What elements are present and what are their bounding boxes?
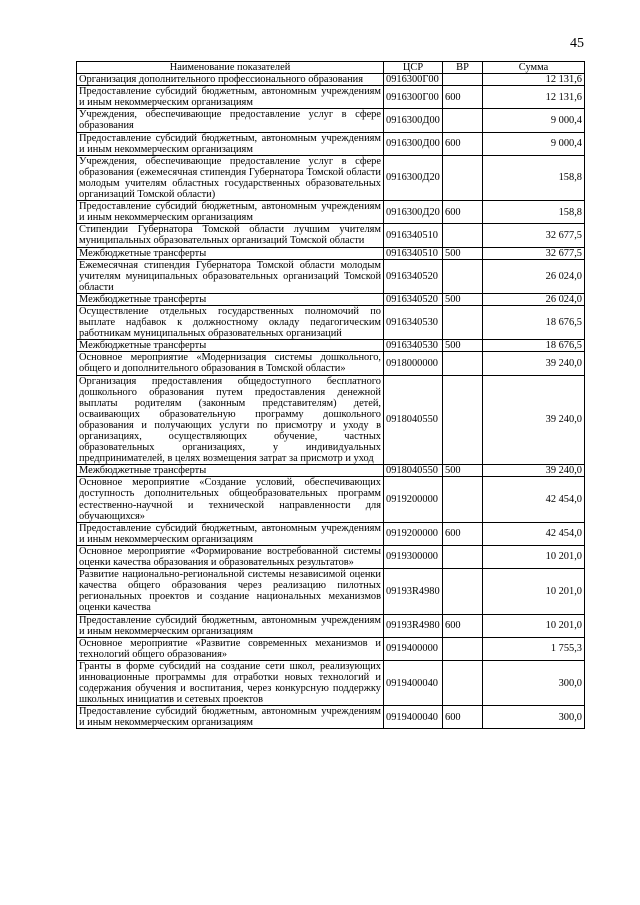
- cell-vr: 600: [443, 706, 483, 729]
- table-row: [77, 224, 585, 247]
- cell-name: Основное мероприятие «Формирование востребованной системы оценки качества образования и образовательных результатов»: [77, 545, 384, 568]
- cell-name: Межбюджетные трансферты: [77, 340, 384, 352]
- cell-vr: [443, 637, 483, 660]
- table-header-row: [77, 62, 585, 74]
- cell-csr: 0919400040: [384, 660, 443, 705]
- cell-csr: 0919400040: [384, 706, 443, 729]
- cell-csr: 0916340530: [384, 340, 443, 352]
- header-vr: ВР: [443, 62, 483, 74]
- table-row: [77, 109, 585, 132]
- cell-vr: 500: [443, 465, 483, 477]
- cell-sum: 9 000,4: [483, 132, 585, 155]
- cell-sum: 10 201,0: [483, 545, 585, 568]
- cell-csr: 0916300Г00: [384, 86, 443, 109]
- cell-csr: 0916300Д20: [384, 155, 443, 200]
- cell-csr: 09193R4980: [384, 614, 443, 637]
- cell-sum: 18 676,5: [483, 305, 585, 339]
- table-row: [77, 305, 585, 339]
- cell-sum: 12 131,6: [483, 74, 585, 86]
- cell-sum: 18 676,5: [483, 340, 585, 352]
- table-row: [77, 522, 585, 545]
- table-row: [77, 340, 585, 352]
- cell-sum: 300,0: [483, 660, 585, 705]
- cell-sum: 42 454,0: [483, 522, 585, 545]
- cell-name: Межбюджетные трансферты: [77, 293, 384, 305]
- header-sum: Сумма: [483, 62, 585, 74]
- cell-csr: 0916340520: [384, 293, 443, 305]
- cell-sum: 42 454,0: [483, 477, 585, 522]
- cell-sum: 158,8: [483, 155, 585, 200]
- cell-vr: [443, 375, 483, 465]
- cell-sum: 158,8: [483, 201, 585, 224]
- cell-vr: [443, 259, 483, 293]
- cell-vr: 600: [443, 201, 483, 224]
- cell-csr: 0919200000: [384, 477, 443, 522]
- cell-name: Организация предоставления общедоступного бесплатного дошкольного образования путем предоставления денежной выплаты родителям (законным представителям) детей, осваивающих образовательную программу дошкольного образования и получающих услуги по присмотру и уходу в организациях, осуществляющих обучение, частных образовательных организациях, у индивидуальных предпринимателей, в целях возмещения затрат за присмотр и уход: [77, 375, 384, 465]
- cell-vr: [443, 224, 483, 247]
- cell-sum: 39 240,0: [483, 375, 585, 465]
- table-row: [77, 569, 585, 614]
- table-row: [77, 247, 585, 259]
- cell-sum: 32 677,5: [483, 224, 585, 247]
- table-row: [77, 375, 585, 465]
- cell-csr: 0916340530: [384, 305, 443, 339]
- cell-vr: 500: [443, 247, 483, 259]
- table-row: [77, 352, 585, 375]
- cell-name: Предоставление субсидий бюджетным, автономным учреждениям и иным некоммерческим организациям: [77, 522, 384, 545]
- table-body: [77, 74, 585, 729]
- cell-name: Предоставление субсидий бюджетным, автономным учреждениям и иным некоммерческим организациям: [77, 132, 384, 155]
- cell-csr: 0916340510: [384, 224, 443, 247]
- table-row: [77, 155, 585, 200]
- cell-name: Гранты в форме субсидий на создание сети школ, реализующих инновационные программы для отработки новых технологий и содержания обучения и воспитания, через конкурсную поддержку школьных инициатив и сетевых проектов: [77, 660, 384, 705]
- cell-csr: 0918040550: [384, 465, 443, 477]
- table-row: [77, 201, 585, 224]
- cell-sum: 26 024,0: [483, 259, 585, 293]
- cell-name: Предоставление субсидий бюджетным, автономным учреждениям и иным некоммерческим организациям: [77, 614, 384, 637]
- cell-vr: [443, 545, 483, 568]
- cell-vr: [443, 569, 483, 614]
- budget-table: [76, 61, 585, 729]
- cell-sum: 300,0: [483, 706, 585, 729]
- cell-name: Предоставление субсидий бюджетным, автономным учреждениям и иным некоммерческим организациям: [77, 86, 384, 109]
- cell-vr: [443, 477, 483, 522]
- page-number: 45: [570, 36, 584, 51]
- cell-csr: 0918000000: [384, 352, 443, 375]
- cell-vr: [443, 109, 483, 132]
- cell-vr: 600: [443, 132, 483, 155]
- cell-csr: 0916300Г00: [384, 74, 443, 86]
- cell-sum: 12 131,6: [483, 86, 585, 109]
- header-csr: ЦСР: [384, 62, 443, 74]
- cell-vr: [443, 305, 483, 339]
- cell-name: Осуществление отдельных государственных полномочий по выплате надбавок к должностному окладу педагогическим работникам муниципальных образовательных организаций: [77, 305, 384, 339]
- cell-vr: [443, 155, 483, 200]
- cell-name: Предоставление субсидий бюджетным, автономным учреждениям и иным некоммерческим организациям: [77, 201, 384, 224]
- table-row: [77, 259, 585, 293]
- header-name: Наименование показателей: [77, 62, 384, 74]
- cell-vr: [443, 74, 483, 86]
- cell-name: Основное мероприятие «Создание условий, обеспечивающих доступность дополнительных общеобразовательных программ естественно-научной и технической направленности для обучающихся»: [77, 477, 384, 522]
- cell-name: Организация дополнительного профессионального образования: [77, 74, 384, 86]
- cell-vr: 600: [443, 522, 483, 545]
- cell-sum: 10 201,0: [483, 614, 585, 637]
- cell-csr: 09193R4980: [384, 569, 443, 614]
- cell-csr: 0916300Д20: [384, 201, 443, 224]
- cell-name: Ежемесячная стипендия Губернатора Томской области молодым учителям муниципальных образовательных организаций Томской области: [77, 259, 384, 293]
- table-row: [77, 706, 585, 729]
- cell-name: Предоставление субсидий бюджетным, автономным учреждениям и иным некоммерческим организациям: [77, 706, 384, 729]
- table-row: [77, 86, 585, 109]
- table-row: [77, 74, 585, 86]
- cell-csr: 0919400000: [384, 637, 443, 660]
- table-row: [77, 637, 585, 660]
- cell-sum: 32 677,5: [483, 247, 585, 259]
- cell-csr: 0916340520: [384, 259, 443, 293]
- cell-sum: 1 755,3: [483, 637, 585, 660]
- cell-csr: 0919300000: [384, 545, 443, 568]
- table-row: [77, 132, 585, 155]
- table-row: [77, 545, 585, 568]
- cell-csr: 0919200000: [384, 522, 443, 545]
- cell-name: Межбюджетные трансферты: [77, 465, 384, 477]
- cell-csr: 0916340510: [384, 247, 443, 259]
- cell-name: Стипендии Губернатора Томской области лучшим учителям муниципальных образовательных организаций Томской области: [77, 224, 384, 247]
- table-row: [77, 660, 585, 705]
- cell-sum: 10 201,0: [483, 569, 585, 614]
- cell-sum: 26 024,0: [483, 293, 585, 305]
- cell-name: Учреждения, обеспечивающие предоставление услуг в сфере образования: [77, 109, 384, 132]
- cell-name: Развитие национально-региональной системы независимой оценки качества общего образования через реализацию пилотных региональных проектов и создание национальных механизмов оценки качества: [77, 569, 384, 614]
- cell-vr: 600: [443, 614, 483, 637]
- cell-sum: 9 000,4: [483, 109, 585, 132]
- cell-sum: 39 240,0: [483, 352, 585, 375]
- cell-vr: 500: [443, 293, 483, 305]
- table-row: [77, 465, 585, 477]
- cell-csr: 0916300Д00: [384, 132, 443, 155]
- cell-sum: 39 240,0: [483, 465, 585, 477]
- cell-vr: [443, 660, 483, 705]
- cell-vr: [443, 352, 483, 375]
- cell-vr: 500: [443, 340, 483, 352]
- table-row: [77, 477, 585, 522]
- cell-name: Основное мероприятие «Развитие современных механизмов и технологий общего образования»: [77, 637, 384, 660]
- cell-vr: 600: [443, 86, 483, 109]
- cell-name: Основное мероприятие «Модернизация системы дошкольного, общего и дополнительного образования в Томской области»: [77, 352, 384, 375]
- cell-name: Межбюджетные трансферты: [77, 247, 384, 259]
- cell-name: Учреждения, обеспечивающие предоставление услуг в сфере образования (ежемесячная стипендия Губернатора Томской области молодым учителям областных государственных образовательных организаций Томской области): [77, 155, 384, 200]
- table-row: [77, 293, 585, 305]
- cell-csr: 0916300Д00: [384, 109, 443, 132]
- table-row: [77, 614, 585, 637]
- cell-csr: 0918040550: [384, 375, 443, 465]
